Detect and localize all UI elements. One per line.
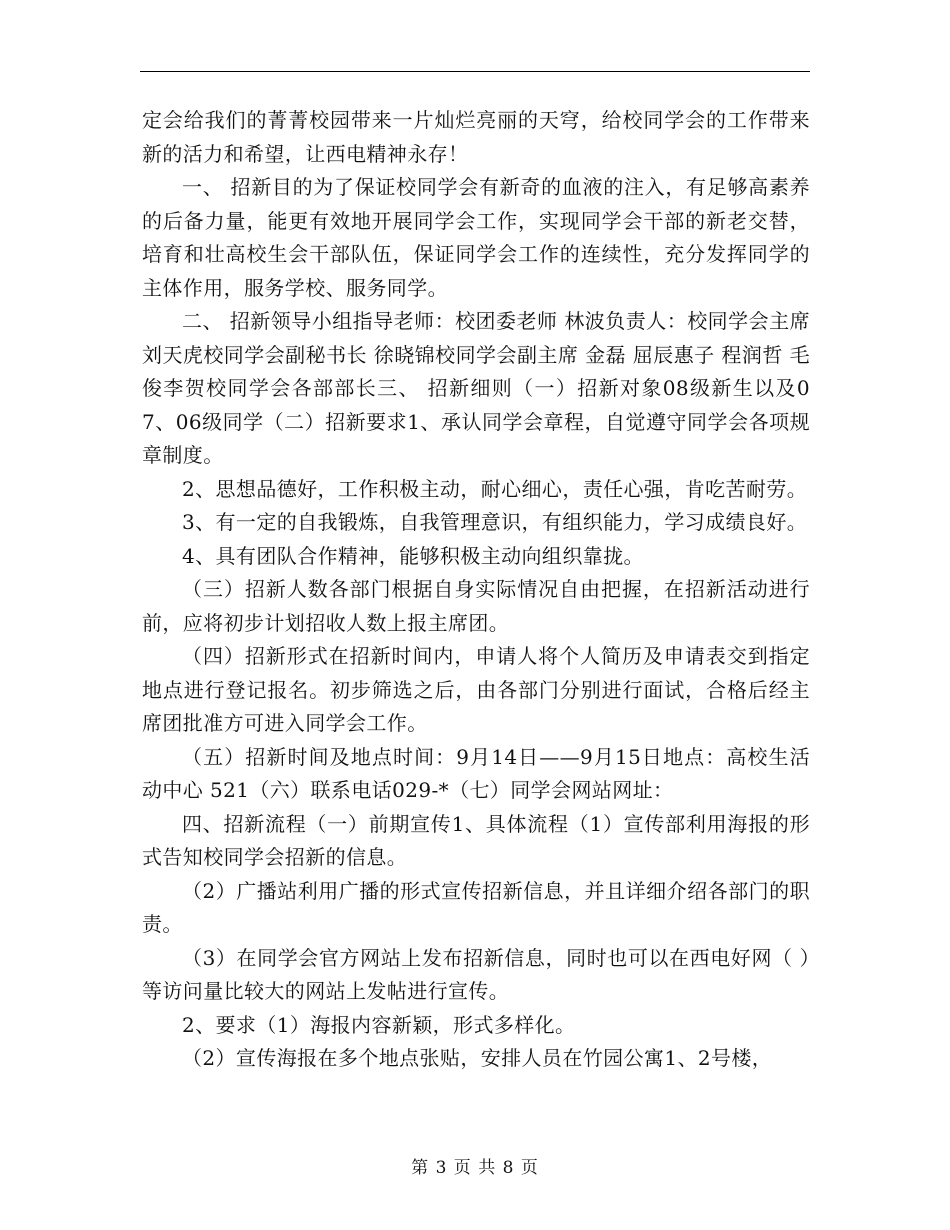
paragraph-6: 4、具有团队合作精神，能够积极主动向组织靠拢。 [182, 543, 644, 568]
paragraph-9: （五）招新时间及地点时间：9月14日——9月15日地点：高校生活动中心 521（六）联系电话029-*（七）同学会网站网址： [142, 744, 810, 802]
paragraph-2: 一、 招新目的为了保证校同学会有新奇的血液的注入，有足够高素养的后备力量，能更有效地开展同学会工作，实现同学会干部的新老交替，培育和壮高校生会干部队伍，保证同学会工作的连续性，充分发挥同学的主体作用，服务学校、服务同学。 [142, 175, 810, 300]
paragraph-7: （三）招新人数各部门根据自身实际情况自由把握，在招新活动进行前，应将初步计划招收人数上报主席团。 [142, 577, 810, 635]
paragraph-8: （四）招新形式在招新时间内，申请人将个人简历及申请表交到指定地点进行登记报名。初步筛选之后，由各部门分别进行面试，合格后经主席团批准方可进入同学会工作。 [142, 644, 810, 735]
document-body [142, 104, 810, 1076]
paragraph-4: 2、思想品德好，工作积极主动，耐心细心，责任心强，肯吃苦耐劳。 [182, 476, 808, 501]
paragraph-10: 四、招新流程（一）前期宣传1、具体流程（1）宣传部利用海报的形式告知校同学会招新的信息。 [142, 811, 810, 869]
page-number-footer: 第 3 页 共 8 页 [411, 1158, 539, 1178]
paragraph-5: 3、有一定的自我锻炼，自我管理意识，有组织能力，学习成绩良好。 [182, 510, 808, 534]
paragraph-14: （2）宣传海报在多个地点张贴，安排人员在竹园公寓1、2号楼， [182, 1046, 773, 1070]
header-rule [140, 71, 810, 72]
paragraph-13: 2、要求（1）海报内容新颖，形式多样化。 [182, 1012, 576, 1037]
paragraph-1: 定会给我们的菁菁校园带来一片灿烂亮丽的天穹，给校同学会的工作带来新的活力和希望，让西电精神永存！ [142, 108, 810, 166]
paragraph-12: （3）在同学会官方网站上发布招新信息，同时也可以在西电好网（ ）等访问量比较大的网站上发帖进行宣传。 [142, 945, 810, 1003]
paragraph-3: 二、 招新领导小组指导老师：校团委老师 林波负责人：校同学会主席 刘天虎校同学会副秘书长 徐晓锦校同学会副主席 金磊 屈辰惠子 程润哲 毛俊李贺校同学会各部部长三、 招新细则（一）招新对象08级新生以及07、06级同学（二）招新要求1、承认同学会章程，自觉遵守同学会各项规章制度。 [142, 309, 810, 467]
paragraph-11: （2）广播站利用广播的形式宣传招新信息，并且详细介绍各部门的职责。 [142, 878, 810, 936]
